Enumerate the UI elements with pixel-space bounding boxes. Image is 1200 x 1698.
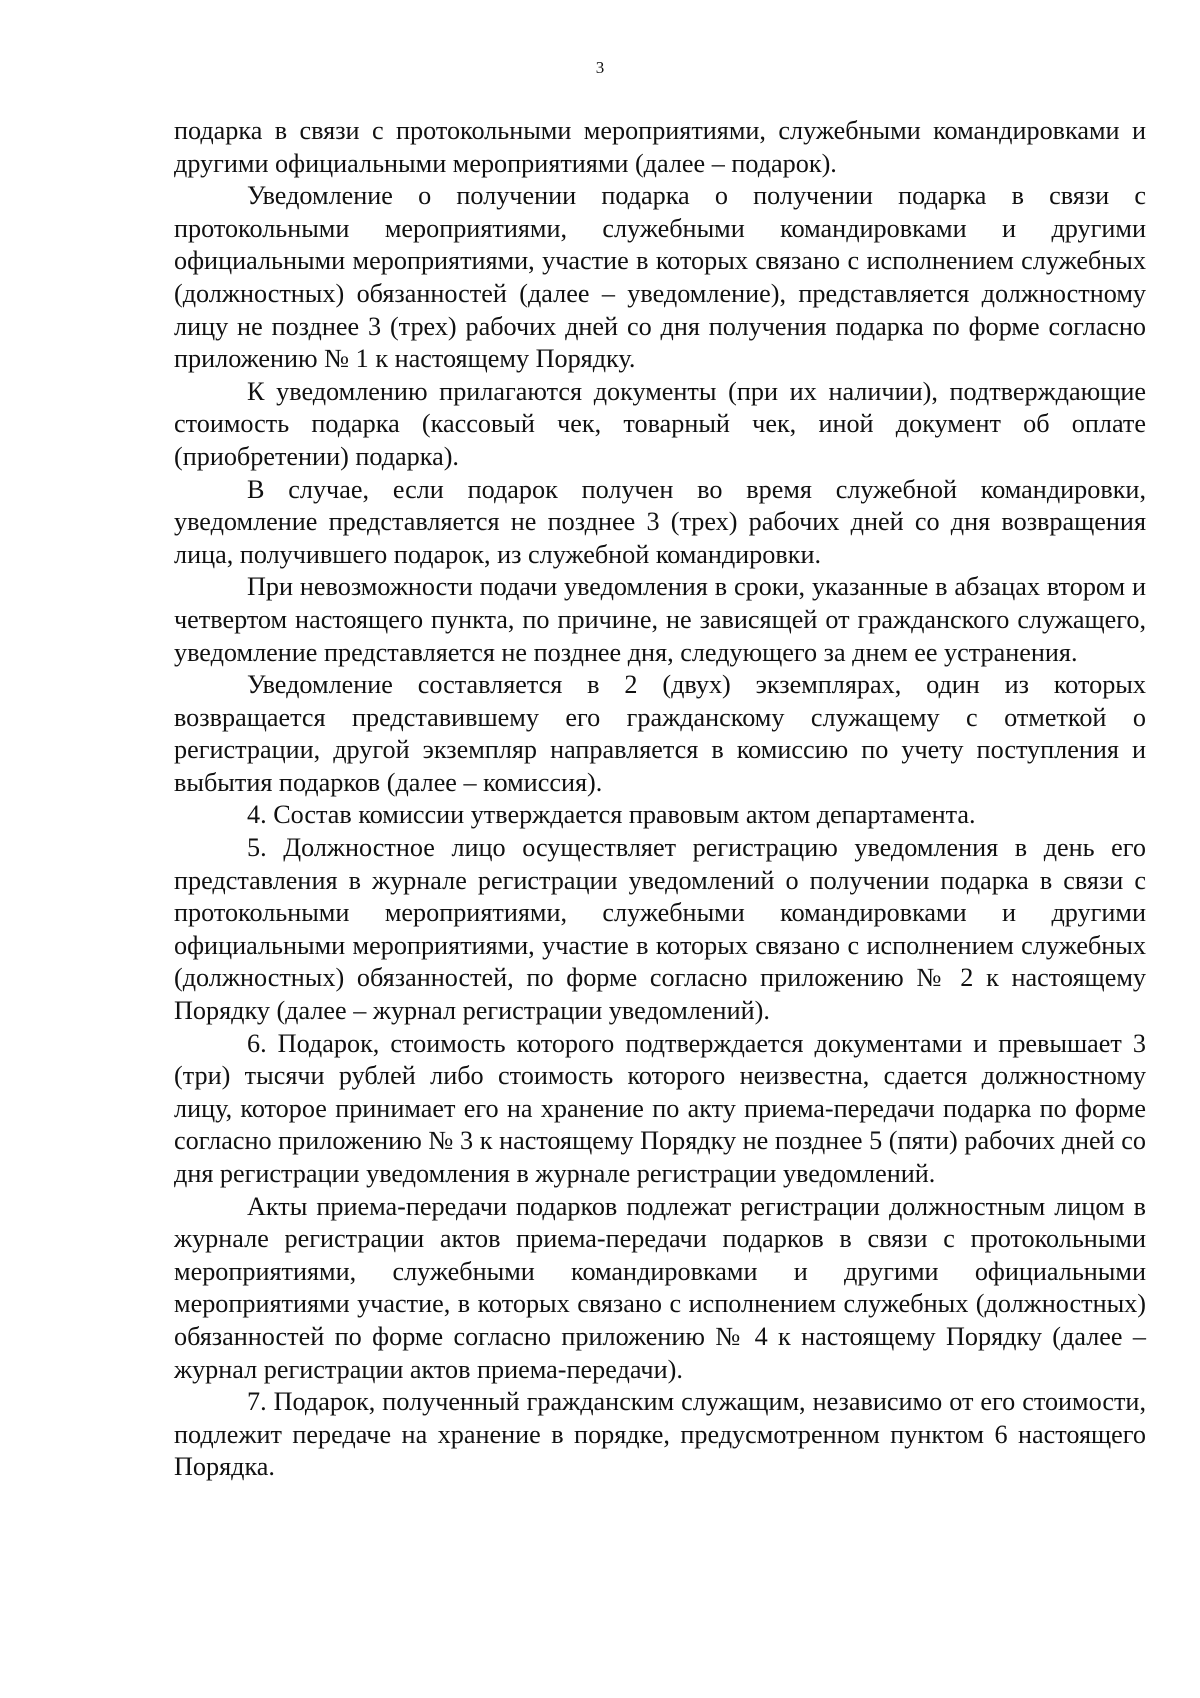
paragraph-copies: Уведомление составляется в 2 (двух) экземплярах, один из которых возвращается представившему его гражданскому служащему с отметкой о регистрации, другой экземпляр направляется в комиссию по учету поступления и выбытия подарков (далее – комиссия). xyxy=(174,670,1146,797)
paragraph-continuation: подарка в связи с протокольными мероприятиями, служебными командировками и другими официальными мероприятиями (далее – подарок). xyxy=(174,116,1146,178)
paragraph-impossibility: При невозможности подачи уведомления в сроки, указанные в абзацах втором и четвертом настоящего пункта, по причине, не зависящей от гражданского служащего, уведомление представляется не позднее дня, следующего за днем ее устранения. xyxy=(174,572,1146,667)
paragraph-item-4: 4. Состав комиссии утверждается правовым актом департамента. xyxy=(247,800,976,830)
paragraph-item-7: 7. Подарок, полученный гражданским служащим, независимо от его стоимости, подлежит передаче на хранение в порядке, предусмотренном пунктом 6 настоящего Порядка. xyxy=(174,1387,1146,1482)
paragraph-notification: Уведомление о получении подарка о получении подарка в связи с протокольными мероприятиями, служебными командировками и другими официальными мероприятиями, участие в которых связано с исполнением служебных (должностных) обязанностей (далее – уведомление), представляется должностному лицу не позднее 3 (трех) рабочих дней со дня получения подарка по форме согласно приложению № 1 к настоящему Порядку. xyxy=(174,181,1146,374)
paragraph-attachments: К уведомлению прилагаются документы (при их наличии), подтверждающие стоимость подарка (кассовый чек, товарный чек, иной документ об оплате (приобретении) подарка). xyxy=(174,376,1146,471)
paragraph-acts-registration: Акты приема-передачи подарков подлежат регистрации должностным лицом в журнале регистрации актов приема-передачи подарков в связи с протокольными мероприятиями, служебными командировками и другими официальными мероприятиями участие, в которых связано с исполнением служебных (должностных) обязанностей по форме согласно приложению № 4 к настоящему Порядку (далее – журнал регистрации актов приема-передачи). xyxy=(174,1191,1146,1384)
paragraph-item-5: 5. Должностное лицо осуществляет регистрацию уведомления в день его представления в журнале регистрации уведомлений о получении подарка в связи с протокольными мероприятиями, служебными командировками и другими официальными мероприятиями, участие в которых связано с исполнением служебных (должностных) обязанностей, по форме согласно приложению № 2 к настоящему Порядку (далее – журнал регистрации уведомлений). xyxy=(174,833,1146,1026)
document-body xyxy=(174,115,1146,1484)
page-number: 3 xyxy=(595,58,605,77)
paragraph-item-6: 6. Подарок, стоимость которого подтверждается документами и превышает 3 (три) тысячи рублей либо стоимость которого неизвестна, сдается должностному лицу, которое принимает его на хранение по акту приема-передачи подарка по форме согласно приложению № 3 к настоящему Порядку не позднее 5 (пяти) рабочих дней со дня регистрации уведомления в журнале регистрации уведомлений. xyxy=(174,1028,1146,1188)
paragraph-business-trip: В случае, если подарок получен во время служебной командировки, уведомление представляется не позднее 3 (трех) рабочих дней со дня возвращения лица, получившего подарок, из служебной командировки. xyxy=(174,474,1146,569)
